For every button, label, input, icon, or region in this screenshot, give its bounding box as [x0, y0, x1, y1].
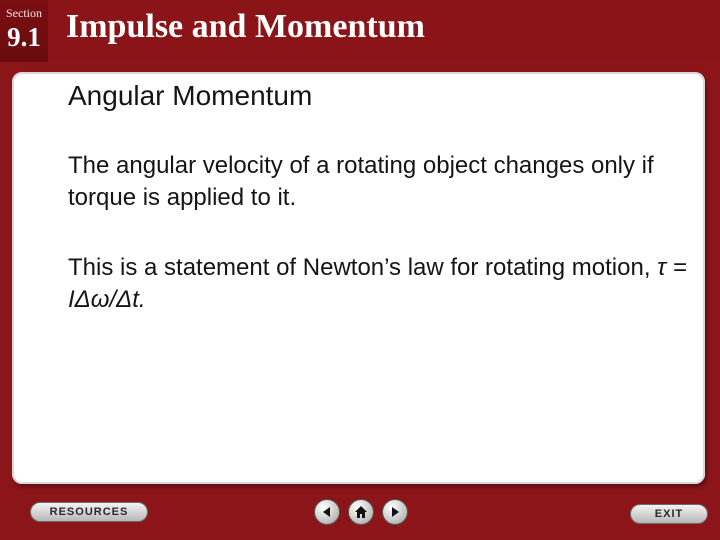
torque-formula: τ = IΔω/Δt. [68, 254, 687, 313]
previous-icon [319, 504, 335, 520]
home-icon [353, 504, 369, 520]
previous-button[interactable] [314, 499, 340, 525]
section-badge [0, 0, 48, 62]
section-number: 9.1 [7, 22, 41, 52]
slide-title: Angular Momentum [68, 80, 313, 111]
next-icon [387, 504, 403, 520]
paragraph-2 [68, 252, 688, 316]
footer-bar [0, 488, 720, 540]
header-bar [0, 0, 720, 62]
paragraph-1: The angular velocity of a rotating object changes only if torque is applied to it. [68, 152, 654, 211]
paragraph-2-text: This is a statement of Newton’s law for rotating motion, [68, 254, 658, 281]
chapter-title: Impulse and Momentum [66, 8, 425, 45]
section-label: Section [6, 6, 42, 20]
resources-button[interactable]: RESOURCES [30, 502, 148, 522]
home-button[interactable] [348, 499, 374, 525]
next-button[interactable] [382, 499, 408, 525]
exit-button[interactable]: EXIT [630, 504, 708, 524]
